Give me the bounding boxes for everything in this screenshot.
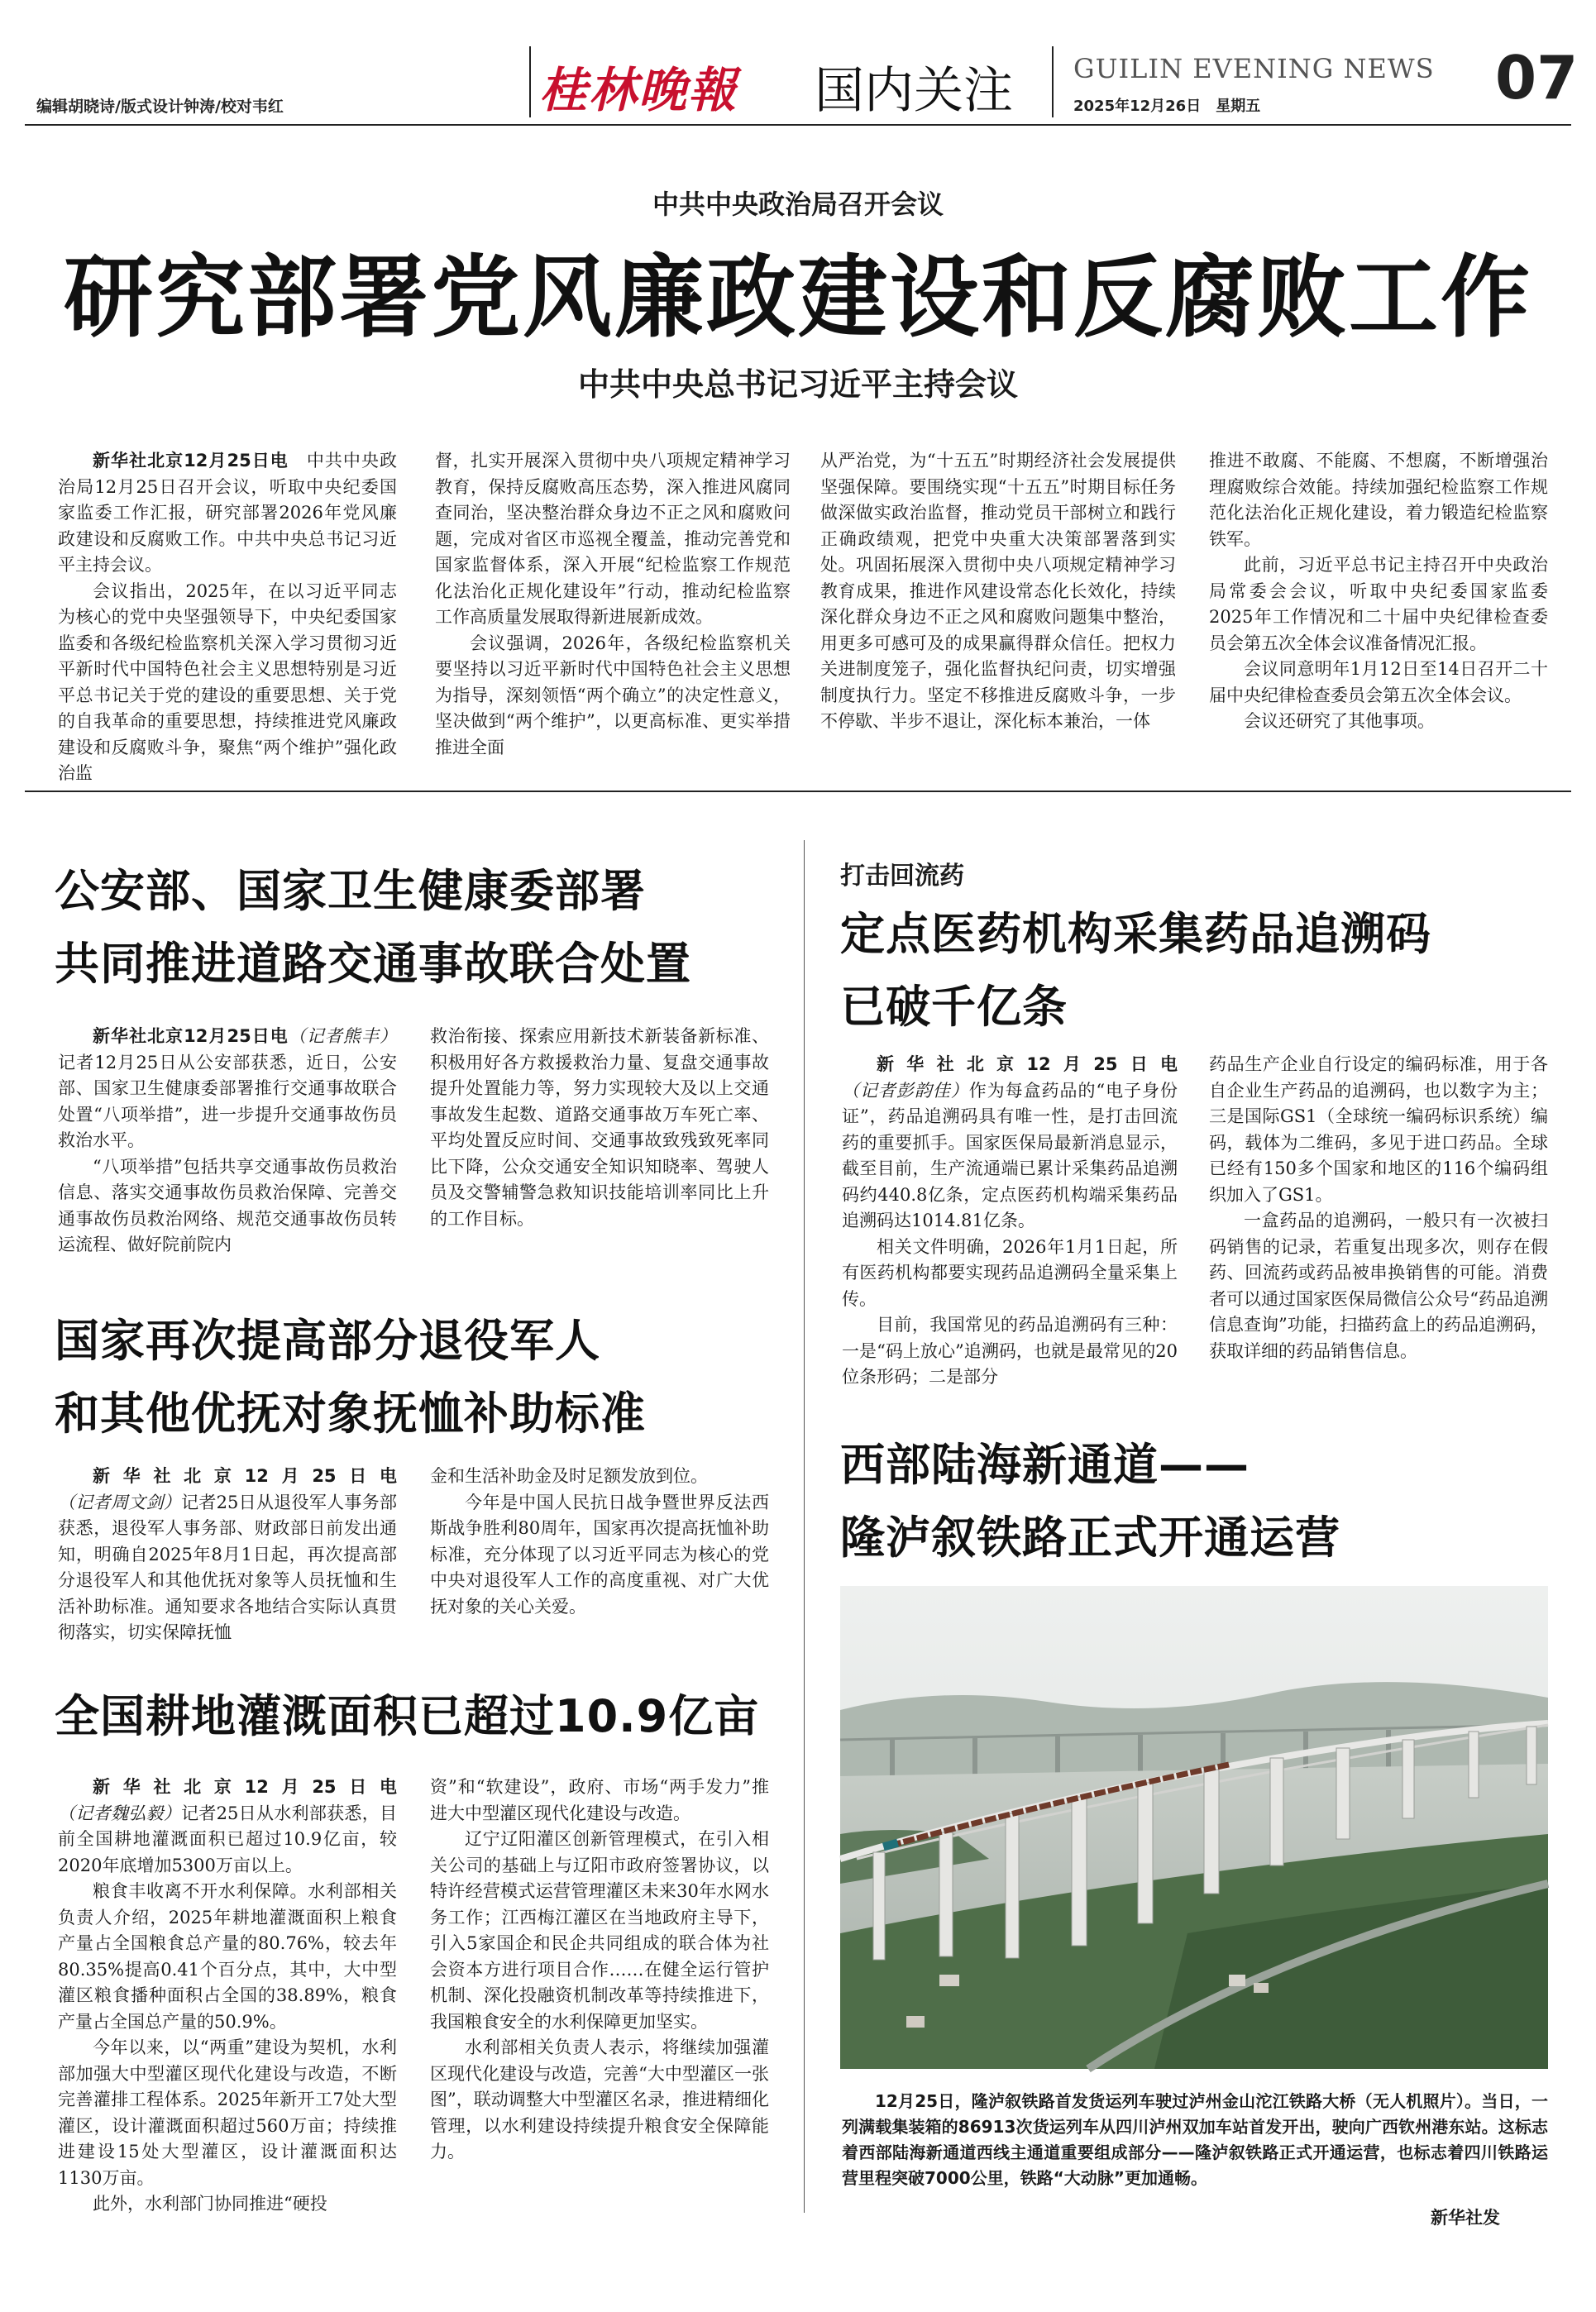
railway-headline: 西部陆海新通道—— 隆泸叙铁路正式开通运营: [840, 1439, 1340, 1564]
newspaper-logo: 桂林晚報: [539, 62, 738, 118]
traffic-dateline: 新华社北京12月25日电: [93, 1026, 289, 1046]
irrigation-dateline: 新华社北京12月25日电: [93, 1777, 397, 1797]
drug-headline: 定点医药机构采集药品追溯码 已破千亿条: [840, 908, 1431, 1033]
veterans-headline: 国家再次提高部分退役军人 和其他优抚对象抚恤补助标准: [55, 1315, 646, 1440]
veterans-reporter: （记者周文剑）: [58, 1492, 182, 1512]
drug-col-1: 新华社北京12月25日电（记者彭韵佳）作为每盒药品的“电子身份证”，药品追溯码具有唯一性，是打击回流药的重要抓手。国家医保局最新消息显示，截至目前，生产流通端已累计采集药品追溯码约440.8亿条，定点医药机构端采集药品追溯码达1014.81亿条。 相关文件明确，2026年1月1日起，所有医药机构都要实现药品追溯码全量采集上传。 目前，我国常见的药品追溯码有三种：一是“码上放心”追溯码，也就是最常见的20位条形码；二是部分: [842, 1054, 1178, 1387]
page-number: 07: [1495, 43, 1579, 112]
traffic-col-1: 新华社北京12月25日电（记者熊丰）记者12月25日从公安部获悉，近日，公安部、国家卫生健康委部署推行交通事故联合处置“八项举措”，进一步提升交通事故伤员救治水平。 “八项举措”包括共享交通事故伤员救治信息、落实交通事故伤员救治保障、完善交通事故伤员救治网络、规范交通事故伤员转运流程、做好院前院内: [58, 1026, 397, 1254]
main-col-2: 督，扎实开展深入贯彻中央八项规定精神学习教育，保持反腐败高压态势，深入推进风腐同查同治，坚决整治群众身边不正之风和腐败问题，完成对省区市巡视全覆盖，推动完善党和国家监督体系，深入开展“纪检监察工作规范化法治化正规化建设年”行动，推动纪检监察工作高质量发展取得新进展新成效。 会议强调，2026年，各级纪检监察机关要坚持以习近平新时代中国特色社会主义思想为指导，深刻领悟“两个确立”的决定性意义，坚决做到“两个维护”，以更高标准、更实举措推进全面: [435, 451, 791, 757]
section-name: 国内关注: [815, 62, 1013, 120]
drug-dateline: 新华社北京12月25日电: [877, 1054, 1178, 1074]
main-kicker: 中共中央政治局召开会议: [652, 189, 944, 220]
bridge-photo-image: [840, 1586, 1548, 2069]
veterans-col-1: 新华社北京12月25日电（记者周文剑）记者25日从退役军人事务部获悉，退役军人事务部、财政部日前发出通知，明确自2025年8月1日起，再次提高部分退役军人和其他优抚对象等人员抚恤和生活补助标准。通知要求各地结合实际认真贯彻落实，切实保障抚恤: [58, 1466, 398, 1642]
drug-reporter: （记者彭韵佳）: [842, 1080, 969, 1101]
main-subtitle: 中共中央总书记习近平主持会议: [577, 366, 1018, 403]
main-col-4: 推进不敢腐、不能腐、不想腐，不断增强治理腐败综合效能。持续加强纪检监察工作规范化法治化正规化建设，着力锻造纪检监察铁军。 此前，习近平总书记主持召开中央政治局常委会会议，听取中央纪委国家监委2025年工作情况和二十届中央纪律检查委员会第五次全体会议准备情况汇报。 会议同意明年1月12日至14日召开二十届中央纪律检查委员会第五次全体会议。 会议还研究了其他事项。: [1209, 451, 1548, 731]
main-col-3: 从严治党，为“十五五”时期经济社会发展提供坚强保障。要围绕实现“十五五”时期目标任务做深做实政治监督，推动党员干部树立和践行正确政绩观，把党中央重大决策部署落到实处。巩固拓展深入贯彻中央八项规定精神学习教育成果，推进作风建设常态化长效化，持续深化群众身边不正之风和腐败问题集中整治，用更多可感可及的成果赢得群众信任。把权力关进制度笼子，强化监督执纪问责，切实增强制度执行力。坚定不移推进反腐败斗争，一步不停歇、半步不退让，深化标本兼治，一体: [820, 451, 1176, 731]
drug-kicker: 打击回流药: [840, 862, 964, 891]
railway-caption: 12月25日，隆泸叙铁路首发货运列车驶过泸州金山沱江铁路大桥（无人机照片）。当日，一列满载集装箱的86913次货运列车从四川泸州双加车站首发开出，驶向广西钦州港东站。这标志着西部陆海新通道西线主通道重要组成部分——隆泸叙铁路正式开通运营，也标志着四川铁路运营里程突破7000公里，铁路“大动脉”更加通畅。: [842, 2091, 1548, 2188]
veterans-dateline: 新华社北京12月25日电: [93, 1466, 397, 1486]
main-dateline: 新华社北京12月25日电: [93, 451, 289, 471]
main-col-1: 新华社北京12月25日电 中共中央政治局12月25日召开会议，听取中央纪委国家监委工作汇报，研究部署2026年党风廉政建设和反腐败工作。中共中央总书记习近平主持会议。 会议指出，2025年，在以习近平同志为核心的党中央坚强领导下，中央纪委国家监委和各级纪检监察机关深入学习贯彻习近平新时代中国特色社会主义思想特别是习近平总书记关于党的建设的重要思想、关于党的自我革命的重要思想，持续推进党风廉政建设和反腐败斗争，聚焦“两个维护”强化政治监: [58, 451, 398, 783]
issue-date: 2025年12月26日 星期五: [1073, 98, 1261, 115]
railway-bridge-photo: [840, 1586, 1548, 2069]
irrigation-headline: 全国耕地灌溉面积已超过10.9亿亩: [55, 1690, 760, 1742]
english-name: GUILIN EVENING NEWS: [1073, 53, 1435, 84]
editor-credits: 编辑胡晓诗/版式设计钟涛/校对韦红: [36, 98, 284, 116]
railway-photo-credit: 新华社发: [1431, 2208, 1500, 2228]
irrigation-col-2: 资”和“软建设”，政府、市场“两手发力”推进大中型灌区现代化建设与改造。 辽宁辽阳灌区创新管理模式，在引入相关公司的基础上与辽阳市政府签署协议，以特许经营模式运营管理灌区未来30年水网水务工作；江西梅江灌区在当地政府主导下，引入5家国企和民企共同组成的联合体为社会资本方进行项目合作……在健全运行管护机制、深化投融资机制改革等持续推进下，我国粮食安全的水利保障更加坚实。 水利部相关负责人表示，将继续加强灌区现代化建设与改造，完善“大中型灌区一张图”，联动调整大中型灌区名录，推进精细化管理，以水利建设持续提升粮食安全保障能力。: [430, 1777, 769, 2162]
veterans-col-2: 金和生活补助金及时足额发放到位。 今年是中国人民抗日战争暨世界反法西斯战争胜利80周年，国家再次提高抚恤补助标准，充分体现了以习近平同志为核心的党中央对退役军人工作的高度重视、对广大优抚对象的关心关爱。: [430, 1466, 769, 1617]
drug-col-2: 药品生产企业自行设定的编码标准，用于各自企业生产药品的追溯码，也以数字为主；三是国际GS1（全球统一编码标识系统）编码，载体为二维码，多见于进口药品。全球已经有150多个国家和地区的116个编码组织加入了GS1。 一盒药品的追溯码，一般只有一次被扫码销售的记录，若重复出现多次，则存在假药、回流药或药品被串换销售的可能。消费者可以通过国家医保局微信公众号“药品追溯信息查询”功能，扫描药盒上的药品追溯码，获取详细的药品销售信息。: [1209, 1054, 1548, 1361]
main-headline: 研究部署党风廉政建设和反腐败工作: [63, 246, 1532, 350]
irrigation-reporter: （记者魏弘毅）: [58, 1803, 182, 1823]
traffic-headline: 公安部、国家卫生健康委部署 共同推进道路交通事故联合处置: [55, 865, 691, 990]
irrigation-col-1: 新华社北京12月25日电（记者魏弘毅）记者25日从水利部获悉，目前全国耕地灌溉面积已超过10.9亿亩，较2020年底增加5300万亩以上。 粮食丰收离不开水利保障。水利部相关负责人介绍，2025年耕地灌溉面积上粮食产量占全国粮食总产量的80.76%，较去年80.35%提高0.41个百分点，其中，大中型灌区粮食播种面积占全国的38.89%，粮食产量占全国总产量的50.9%。 今年以来，以“两重”建设为契机，水利部加强大中型灌区现代化建设与改造，不断完善灌排工程体系。2025年新开工7处大型灌区，设计灌溉面积超过560万亩；持续推进建设15处大型灌区，设计灌溉面积达1130万亩。 此外，水利部门协同推进“硬投: [58, 1777, 398, 2214]
traffic-reporter: （记者熊丰）: [288, 1026, 397, 1046]
traffic-col-2: 救治衔接、探索应用新技术新装备新标准、积极用好各方救援救治力量、复盘交通事故提升处置能力等，努力实现较大及以上交通事故发生起数、道路交通事故万车死亡率、平均处置反应时间、交通事故致残致死率同比下降，公众交通安全知识知晓率、驾驶人员及交警辅警急救知识技能培训率同比上升的工作目标。: [430, 1026, 769, 1229]
